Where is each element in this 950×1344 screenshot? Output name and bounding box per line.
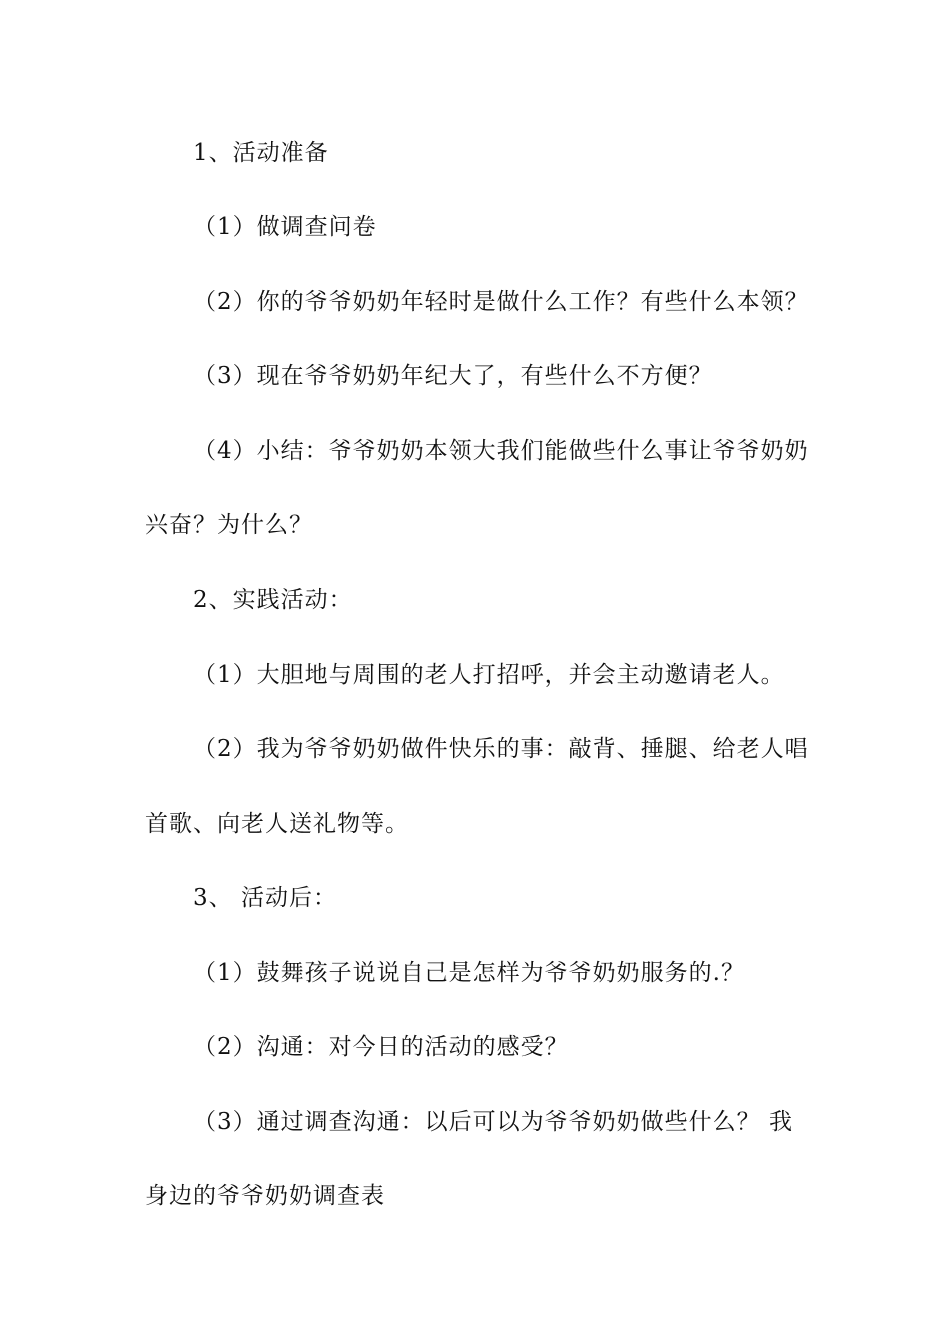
paragraph-line: （4）小结：爷爷奶奶本领大我们能做些什么事让爷爷奶奶 bbox=[193, 438, 809, 464]
paragraph-line: （2）沟通：对今日的活动的感受？ bbox=[193, 1034, 569, 1060]
paragraph-line-continued: 首歌、向老人送礼物等。 bbox=[145, 811, 409, 837]
heading-activity-preparation: 1、活动准备 bbox=[193, 140, 329, 166]
paragraph-line-continued: 身边的爷爷奶奶调查表 bbox=[145, 1183, 385, 1209]
paragraph-line: （2）你的爷爷奶奶年轻时是做什么工作？有些什么本领？ bbox=[193, 289, 809, 315]
paragraph-line: （1）鼓舞孩子说说自己是怎样为爷爷奶奶服务的.？ bbox=[193, 960, 745, 986]
paragraph-line: （1）大胆地与周围的老人打招呼，并会主动邀请老人。 bbox=[193, 662, 785, 688]
heading-after-activity: 3、 活动后： bbox=[193, 885, 337, 911]
heading-practice-activity: 2、实践活动： bbox=[193, 587, 353, 613]
paragraph-line: （2）我为爷爷奶奶做件快乐的事：敲背、捶腿、给老人唱 bbox=[193, 736, 809, 762]
paragraph-line: （1）做调查问卷 bbox=[193, 214, 377, 240]
paragraph-line-continued: 兴奋？为什么？ bbox=[145, 512, 313, 538]
paragraph-line: （3）通过调查沟通：以后可以为爷爷奶奶做些什么？ 我 bbox=[193, 1109, 793, 1135]
paragraph-line: （3）现在爷爷奶奶年纪大了，有些什么不方便？ bbox=[193, 363, 713, 389]
